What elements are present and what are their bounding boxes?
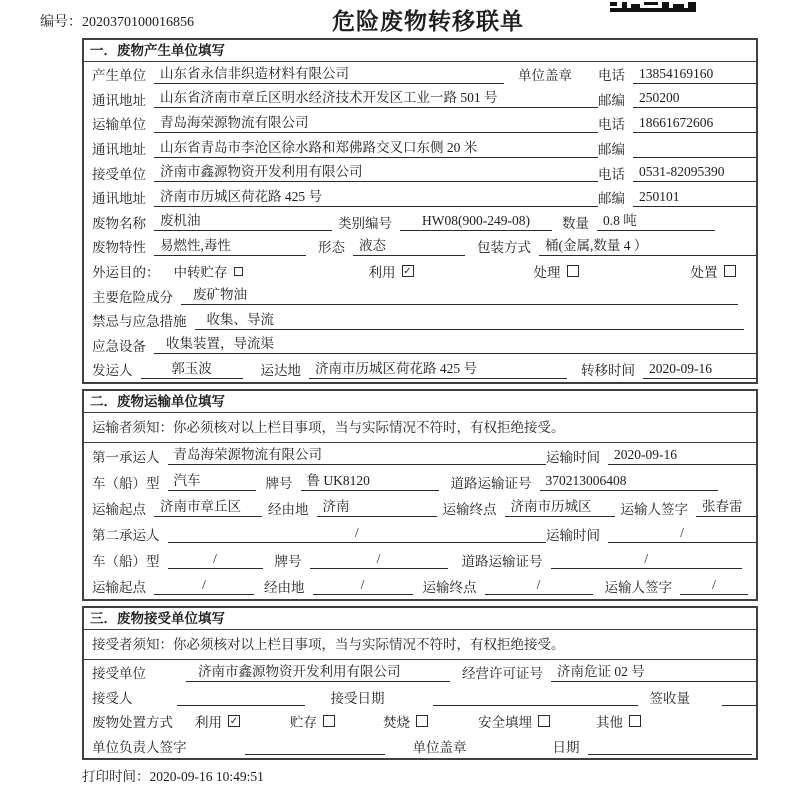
section-transport-title: 二．废物运输单位填写 bbox=[84, 391, 756, 413]
receive-date-value bbox=[433, 687, 638, 706]
checkbox-icon bbox=[323, 715, 335, 727]
producer-addr-value: 山东省济南市章丘区明水经济技术开发区工业一路 501 号 bbox=[154, 89, 598, 108]
checkbox-label: 焚烧 bbox=[383, 715, 410, 731]
checkbox-icon bbox=[416, 715, 428, 727]
receive-stamp-label: 单位盖章 bbox=[412, 739, 467, 755]
transport-time2-value: / bbox=[608, 524, 756, 543]
transporter-unit-value: 青岛海荣源物流有限公司 bbox=[154, 114, 598, 133]
producer-unit-label: 产生单位 bbox=[92, 68, 146, 84]
receiver-tel-label: 电话 bbox=[598, 166, 625, 182]
manifest-form bbox=[82, 38, 758, 760]
print-time-line bbox=[82, 765, 796, 785]
purpose-option-dispose bbox=[691, 261, 736, 281]
checkbox-label: 利用 bbox=[195, 715, 222, 731]
purpose-option-transfer-storage bbox=[174, 261, 243, 281]
vehicle1-row bbox=[84, 469, 756, 495]
disposal-option-other bbox=[596, 711, 641, 731]
hazard-row bbox=[84, 283, 756, 308]
receiver-addr-row bbox=[84, 185, 756, 210]
manager-sign-value bbox=[245, 736, 385, 755]
producer-unit-value: 山东省永信非织造材料有限公司 bbox=[154, 65, 504, 84]
stamp-label: 单位盖章 bbox=[518, 68, 572, 84]
producer-addr-row bbox=[84, 87, 756, 112]
print-time-label: 打印时间： bbox=[82, 769, 150, 785]
receive-unit-row bbox=[84, 660, 756, 685]
carrier2-row bbox=[84, 521, 756, 547]
section-producer bbox=[82, 38, 758, 384]
producer-tel-value: 13854169160 bbox=[633, 65, 756, 84]
equipment-value: 收集装置，导流渠 bbox=[154, 335, 756, 354]
plate2-label: 牌号 bbox=[274, 553, 302, 569]
vehicle2-label: 车（船）型 bbox=[92, 553, 160, 569]
receive-unit-value: 济南市鑫源物资开发利用有限公司 bbox=[186, 663, 450, 682]
transporter-addr-label: 通讯地址 bbox=[92, 142, 146, 158]
receiver-unit-value: 济南市鑫源物资开发利用有限公司 bbox=[154, 163, 598, 182]
checkbox-icon bbox=[724, 265, 736, 277]
via2-label: 经由地 bbox=[264, 579, 305, 595]
road-cert2-label: 道路运输证号 bbox=[461, 553, 543, 569]
page-title: 危险废物转移联单 bbox=[332, 9, 524, 34]
vehicle1-label: 车（船）型 bbox=[92, 475, 160, 491]
receive-date2-label: 日期 bbox=[552, 739, 580, 755]
vehicle2-value: / bbox=[168, 550, 263, 569]
producer-tel-group bbox=[598, 64, 756, 84]
transporter-unit-label: 运输单位 bbox=[92, 117, 146, 133]
disposal-option-incinerate bbox=[383, 711, 428, 731]
receiver-addr-label: 通讯地址 bbox=[92, 191, 146, 207]
checkbox-label: 安全填埋 bbox=[478, 715, 532, 731]
origin1-label: 运输起点 bbox=[92, 501, 146, 517]
category-label: 类别编号 bbox=[338, 215, 392, 231]
section-producer-title: 一．废物产生单位填写 bbox=[84, 40, 756, 62]
receive-person-label: 接受人 bbox=[92, 690, 133, 706]
property-label: 废物特性 bbox=[92, 240, 146, 256]
origin1-value: 济南市章丘区 bbox=[154, 498, 262, 517]
disposal-option-utilize bbox=[195, 711, 240, 731]
producer-zip-group bbox=[598, 89, 756, 109]
producer-zip-label: 邮编 bbox=[598, 92, 625, 108]
receiver-zip-group bbox=[598, 187, 756, 207]
checkbox-icon bbox=[234, 267, 243, 276]
route1-row bbox=[84, 495, 756, 521]
checkbox-label: 其他 bbox=[596, 715, 623, 731]
equipment-label: 应急设备 bbox=[92, 338, 146, 354]
destination-label: 运达地 bbox=[260, 363, 301, 379]
emergency-value: 收集、导流 bbox=[195, 311, 745, 330]
road-cert1-value: 370213006408 bbox=[540, 472, 719, 491]
consignor-label: 发运人 bbox=[92, 363, 133, 379]
purpose-row bbox=[84, 259, 756, 284]
producer-tel-label: 电话 bbox=[598, 68, 625, 84]
license-label: 经营许可证号 bbox=[462, 666, 543, 682]
property-value: 易燃性,毒性 bbox=[154, 237, 306, 256]
checkbox-label: 利用 bbox=[368, 265, 396, 281]
sign-qty-label: 签收量 bbox=[649, 690, 690, 706]
form-value: 液态 bbox=[353, 237, 465, 256]
disposal-option-storage bbox=[290, 711, 335, 731]
transporter-addr-value: 山东省青岛市李沧区徐水路和郑佛路交叉口东侧 20 米 bbox=[154, 139, 598, 158]
receive-person-row bbox=[84, 684, 756, 709]
checkbox-checked-icon: ✓ bbox=[403, 266, 412, 278]
checkbox-icon bbox=[567, 265, 579, 277]
document-header bbox=[0, 0, 796, 38]
waste-property-row bbox=[84, 234, 756, 259]
serial-number-line bbox=[40, 11, 194, 31]
transfer-time-label: 转移时间 bbox=[581, 363, 635, 379]
transport-notice: 运输者须知：你必须核对以上栏目事项，当与实际情况不符时，有权拒绝接受。 bbox=[84, 413, 756, 443]
waste-name-row bbox=[84, 210, 756, 235]
purpose-option-treat bbox=[534, 261, 579, 281]
transporter-zip-value bbox=[633, 139, 756, 158]
transporter-tel-group bbox=[598, 113, 756, 133]
carrier2-value: / bbox=[168, 524, 547, 543]
category-value: HW08(900-249-08) bbox=[400, 212, 552, 231]
end1-value: 济南市历城区 bbox=[505, 498, 615, 517]
end2-value: / bbox=[485, 576, 593, 595]
road-cert1-label: 道路运输证号 bbox=[450, 475, 532, 491]
transporter-zip-group bbox=[598, 138, 756, 158]
hazard-value: 废矿物油 bbox=[181, 286, 738, 305]
receiver-addr-value: 济南市历城区荷花路 425 号 bbox=[154, 188, 598, 207]
waste-name-value: 废机油 bbox=[154, 212, 332, 231]
purpose-option-utilize bbox=[369, 261, 414, 281]
transport-time1-label: 运输时间 bbox=[546, 449, 600, 465]
road-cert2-value: / bbox=[551, 550, 743, 569]
receive-date2-value bbox=[588, 736, 753, 755]
plate1-label: 牌号 bbox=[265, 475, 293, 491]
receiver-unit-label: 接受单位 bbox=[92, 166, 146, 182]
plate2-value: / bbox=[310, 550, 448, 569]
checkbox-label: 处理 bbox=[533, 265, 561, 281]
vehicle2-row bbox=[84, 547, 756, 573]
via1-label: 经由地 bbox=[268, 501, 309, 517]
section-receive-title: 三．废物接受单位填写 bbox=[84, 608, 756, 630]
destination-value: 济南市历城区荷花路 425 号 bbox=[309, 360, 567, 379]
waste-name-label: 废物名称 bbox=[92, 215, 146, 231]
checkbox-label: 处置 bbox=[690, 265, 718, 281]
checkbox-icon bbox=[629, 715, 641, 727]
transporter-addr-row bbox=[84, 136, 756, 161]
sign2-value: / bbox=[680, 576, 748, 595]
via1-value: 济南 bbox=[317, 498, 437, 517]
receiver-zip-value: 250101 bbox=[633, 188, 756, 207]
equipment-row bbox=[84, 333, 756, 358]
qr-code-fragment-icon bbox=[610, 0, 706, 16]
hazard-label: 主要危险成分 bbox=[92, 289, 173, 305]
receive-notice: 接受者须知：你必须核对以上栏目事项，当与实际情况不符时，有权拒绝接受。 bbox=[84, 630, 756, 660]
quantity-label: 数量 bbox=[562, 215, 589, 231]
via2-value: / bbox=[313, 576, 413, 595]
license-value: 济南危证 02 号 bbox=[551, 663, 756, 682]
checkbox-icon bbox=[538, 715, 550, 727]
emergency-label: 禁忌与应急措施 bbox=[92, 314, 187, 330]
manager-sign-label: 单位负责人签字 bbox=[92, 739, 187, 755]
origin2-label: 运输起点 bbox=[92, 579, 146, 595]
receiver-zip-label: 邮编 bbox=[598, 191, 625, 207]
transport-time2-group bbox=[546, 524, 756, 544]
transporter-tel-label: 电话 bbox=[598, 117, 625, 133]
origin2-value: / bbox=[154, 576, 254, 595]
serial-number: 2020370100016856 bbox=[82, 15, 194, 30]
receiver-unit-row bbox=[84, 160, 756, 185]
vehicle1-value: 汽车 bbox=[168, 472, 256, 491]
quantity-value: 0.8 吨 bbox=[597, 212, 715, 231]
receiver-tel-value: 0531-82095390 bbox=[633, 163, 756, 182]
carrier1-row bbox=[84, 443, 756, 469]
packing-label: 包装方式 bbox=[477, 240, 531, 256]
emergency-row bbox=[84, 308, 756, 333]
transporter-unit-row bbox=[84, 111, 756, 136]
sign2-label: 运输人签字 bbox=[604, 579, 672, 595]
transporter-zip-label: 邮编 bbox=[598, 142, 625, 158]
transfer-time-value: 2020-09-16 bbox=[643, 360, 756, 379]
sign-qty-value bbox=[722, 687, 756, 706]
transport-time2-label: 运输时间 bbox=[546, 527, 600, 543]
receive-person-value bbox=[177, 687, 305, 706]
producer-zip-value: 250200 bbox=[633, 89, 756, 108]
serial-label: 编号： bbox=[40, 15, 82, 30]
disposal-row bbox=[84, 709, 756, 734]
consignor-row bbox=[84, 357, 756, 382]
section-receive bbox=[82, 606, 758, 760]
manager-sign-row bbox=[84, 734, 756, 759]
end2-label: 运输终点 bbox=[422, 579, 477, 595]
print-time-value: 2020-09-16 10:49:51 bbox=[149, 769, 264, 785]
receive-date-label: 接受日期 bbox=[330, 690, 385, 706]
receive-unit-label: 接受单位 bbox=[92, 666, 146, 682]
section-transport bbox=[82, 389, 758, 601]
purpose-label: 外运目的： bbox=[92, 265, 160, 281]
sign1-value: 张春雷 bbox=[696, 498, 756, 517]
consignor-value: 郭玉波 bbox=[141, 360, 243, 379]
carrier2-label: 第二承运人 bbox=[92, 527, 160, 543]
checkbox-label: 贮存 bbox=[290, 715, 317, 731]
sign1-label: 运输人签字 bbox=[620, 501, 688, 517]
producer-addr-label: 通讯地址 bbox=[92, 92, 146, 108]
producer-unit-row bbox=[84, 62, 756, 87]
packing-value: 桶(金属,数量 4 ） bbox=[539, 237, 756, 256]
checkbox-checked-icon: ✓ bbox=[229, 716, 239, 728]
disposal-option-landfill bbox=[478, 711, 550, 731]
transport-time1-value: 2020-09-16 bbox=[608, 446, 756, 465]
checkbox-label: 中转贮存 bbox=[173, 265, 228, 281]
route2-row bbox=[84, 573, 756, 599]
form-label: 形态 bbox=[318, 240, 345, 256]
disposal-label: 废物处置方式 bbox=[92, 715, 173, 731]
carrier1-value: 青岛海荣源物流有限公司 bbox=[168, 446, 547, 465]
transport-time1-group bbox=[546, 446, 756, 466]
carrier1-label: 第一承运人 bbox=[92, 449, 160, 465]
end1-label: 运输终点 bbox=[442, 501, 497, 517]
receiver-tel-group bbox=[598, 163, 756, 183]
plate1-value: 鲁 UK8120 bbox=[301, 472, 439, 491]
transporter-tel-value: 18661672606 bbox=[633, 114, 756, 133]
